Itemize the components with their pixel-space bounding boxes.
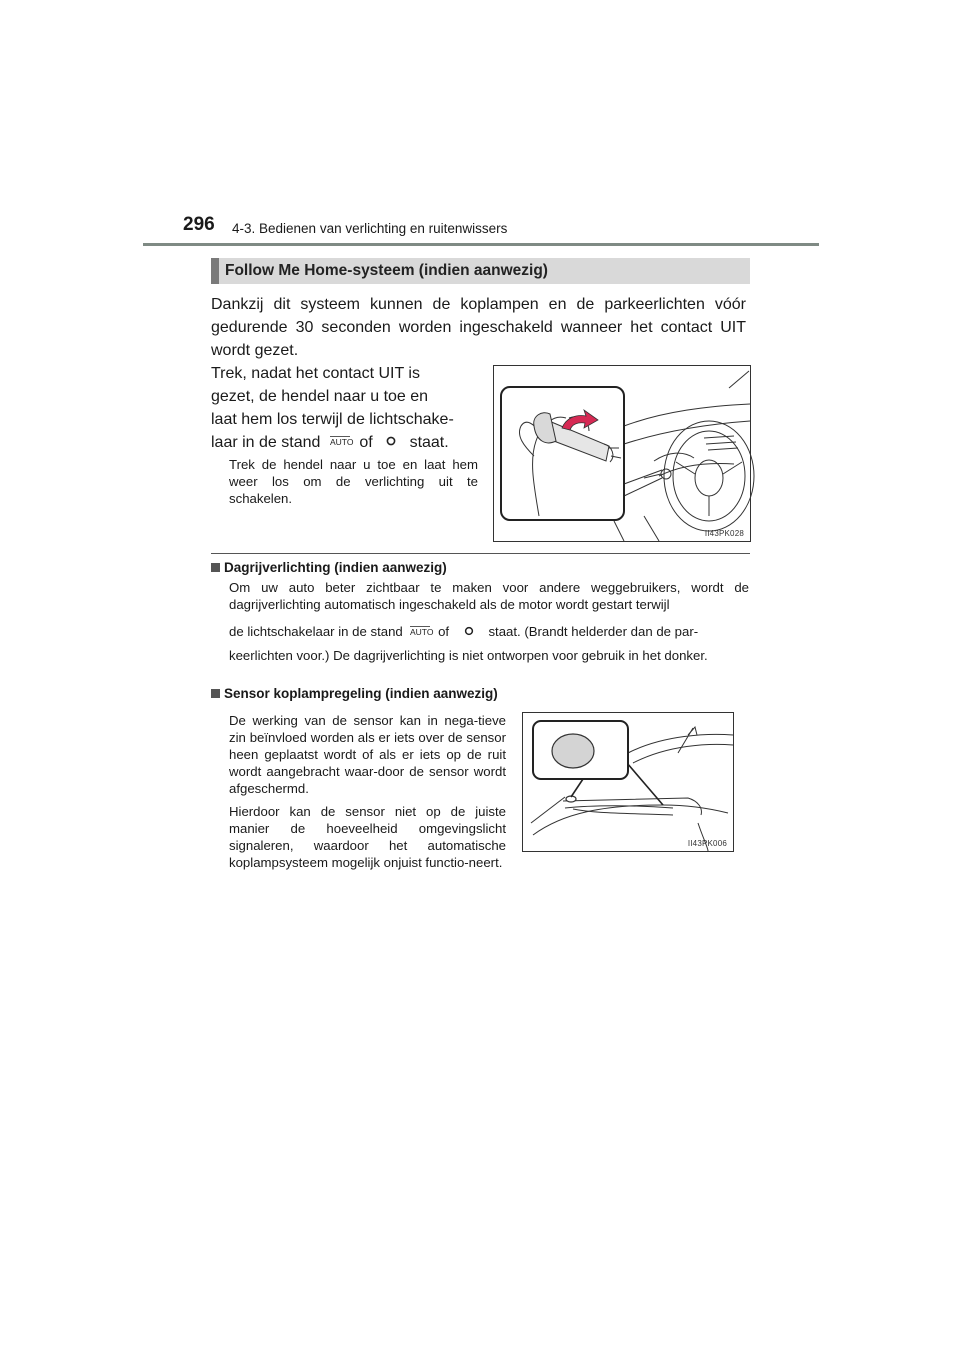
instruction-post: staat. bbox=[409, 434, 449, 451]
drl-heading bbox=[211, 560, 447, 575]
drl-pre: de lichtschakelaar in de stand bbox=[229, 624, 403, 639]
sensor-paragraph-2: Hierdoor kan de sensor niet op de juiste manier de hoeveelheid omgevingslicht signaleren, waardoor het automatische koplampsysteem mogelijk onjuist functio-neert. bbox=[229, 804, 506, 870]
lever-illustration bbox=[494, 366, 750, 541]
section-heading-bar bbox=[211, 258, 750, 284]
instruction-line-1: Trek, nadat het contact UIT is bbox=[211, 365, 420, 382]
instruction-line-4 bbox=[211, 431, 481, 454]
drl-post: staat. (Brandt helderder dan de par- bbox=[488, 624, 699, 639]
sensor-heading bbox=[211, 686, 498, 701]
bullet-square-icon bbox=[211, 689, 220, 698]
instruction-line-2: gezet, de hendel naar u toe en bbox=[211, 388, 429, 405]
section-title: Follow Me Home-systeem (indien aanwezig) bbox=[225, 262, 548, 279]
drl-line-2 bbox=[229, 623, 749, 641]
auto-icon bbox=[409, 624, 434, 641]
note-paragraph: Trek de hendel naar u toe en laat hem weer los om de verlichting uit te schakelen. bbox=[229, 457, 478, 506]
auto-icon bbox=[329, 431, 354, 454]
drl-line-1: Om uw auto beter zichtbaar te maken voor andere weggebruikers, wordt de dagrijverlichting automatisch ingeschakeld als de motor wordt gestart terwijl bbox=[229, 580, 749, 612]
drl-heading-text: Dagrijverlichting (indien aanwezig) bbox=[224, 560, 447, 575]
lever-figure bbox=[493, 365, 751, 542]
instruction-line-3: laat hem los terwijl de lichtschake- bbox=[211, 411, 454, 428]
drl-line-3: keerlichten voor.) De dagrijverlichting is niet ontworpen voor gebruik in het donker. bbox=[229, 648, 708, 663]
auto-icon-text: AUTO bbox=[410, 627, 434, 638]
instruction-mid: of bbox=[359, 434, 373, 451]
drl-mid: of bbox=[438, 624, 450, 639]
sensor-paragraph-1: De werking van de sensor kan in nega-tieve zin beïnvloed worden als er iets over de sensor heen geplaatst wordt of als er iets op de ruit wordt aangebracht waar-door de sensor wordt afgeschermd. bbox=[229, 713, 506, 796]
instruction-pre: laar in de stand bbox=[211, 434, 321, 451]
auto-icon-text: AUTO bbox=[329, 437, 354, 448]
section-divider bbox=[211, 553, 750, 554]
lamp-icon bbox=[463, 624, 475, 641]
section-accent bbox=[211, 258, 219, 284]
chapter-title: 4-3. Bedienen van verlichting en ruitenwissers bbox=[232, 221, 508, 236]
sensor-heading-text: Sensor koplampregeling (indien aanwezig) bbox=[224, 686, 498, 701]
instruction-paragraph bbox=[211, 362, 481, 454]
intro-paragraph: Dankzij dit systeem kunnen de koplampen en de parkeerlichten vóór gedurende 30 seconden worden ingeschakeld wanneer het contact UIT wordt gezet. bbox=[211, 296, 746, 359]
header-rule bbox=[143, 243, 819, 246]
bullet-square-icon bbox=[211, 563, 220, 572]
sensor-illustration bbox=[523, 713, 733, 851]
sensor-figure bbox=[522, 712, 734, 852]
page-number: 296 bbox=[183, 214, 215, 235]
figure-code: II43PK028 bbox=[704, 529, 744, 538]
lamp-icon bbox=[385, 431, 397, 454]
figure-code: II43PK006 bbox=[687, 839, 727, 848]
